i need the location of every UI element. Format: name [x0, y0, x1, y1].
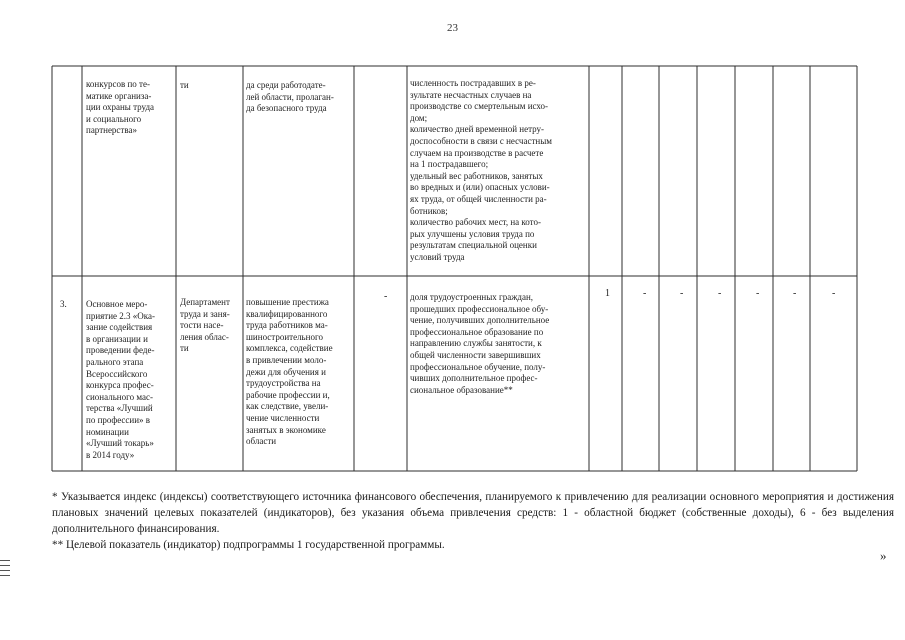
row-3-source-3: - — [680, 288, 684, 299]
margin-marks — [0, 560, 12, 580]
row-3-source-1: 1 — [605, 288, 610, 299]
row-3-number: 3. — [60, 299, 67, 309]
cont-row-indicators: численность пострадавших в ре- зультате несчастных случаев на производстве со смертельным исхо- дом; количество дней временной нетру- доспособности в связи с несчастным случаем на производстве в расчете на 1 пострадавшего; удельный вес работников, занятых во вредных и (или) опасных услови- ях труда, от общей численности ра- ботников; количество рабочих мест, на кото- рых улучшены условия труда по результатам специальной оценки условий труда — [410, 78, 552, 262]
cont-row-name: конкурсов по те- матике организа- ции охраны труда и социального партнерства» — [86, 79, 155, 136]
row-3-source-7: - — [832, 288, 836, 299]
row-3-source-6: - — [793, 288, 797, 299]
cont-row-executor: ти — [180, 80, 189, 90]
row-3-indicators: доля трудоустроенных граждан, прошедших профессиональное обу- чение, получивших дополнительное профессиональное образование по направлению службы занятости, к общей численности завершивших профессиональное обучение, полу- чивших дополнительное профес- сиональное образование** — [410, 292, 550, 395]
cont-row-result: да среди работодате- лей области, пролаган- да безопасного труда — [246, 80, 334, 114]
row-3-source-5: - — [756, 288, 760, 299]
closing-quote-mark: » — [880, 548, 887, 563]
row-3-name: Основное меро- приятие 2.3 «Ока- зание содействия в организации и проведении феде- рального этапа Всероссийского конкурса профес- сионального мас- терства «Лучший по профессии» в номинации «Лучший токарь» в 2014 году» — [86, 299, 155, 460]
footnote-1: * Указывается индекс (индексы) соответствующего источника финансового обеспечения, планируемого к привлечению для реализации основного мероприятия и достижения плановых значений целевых показателей (индикаторов), без указания объема привлечения средств: 1 - областной бюджет (собственные доходы), 6 - без выделения дополнительного финансирования. — [52, 491, 894, 535]
footnote-2: ** Целевой показатель (индикатор) подпрограммы 1 государственной программы. — [52, 539, 445, 551]
row-3-source-4: - — [718, 288, 722, 299]
row-3-connection: - — [384, 291, 388, 302]
row-3-source-2: - — [643, 288, 647, 299]
row-3-result: повышение престижа квалифицированного труда работников ма- шиностроительного комплекса, содействие в привлечении моло- дежи для обучения и трудоустройства на рабочие профессии и, как следствие, увели- чение численности занятых в экономике области — [246, 297, 333, 447]
footnotes — [52, 489, 894, 553]
page-number: 23 — [447, 22, 458, 34]
row-3-executor: Департамент труда и заня- тости насе- ления облас- ти — [180, 297, 230, 354]
